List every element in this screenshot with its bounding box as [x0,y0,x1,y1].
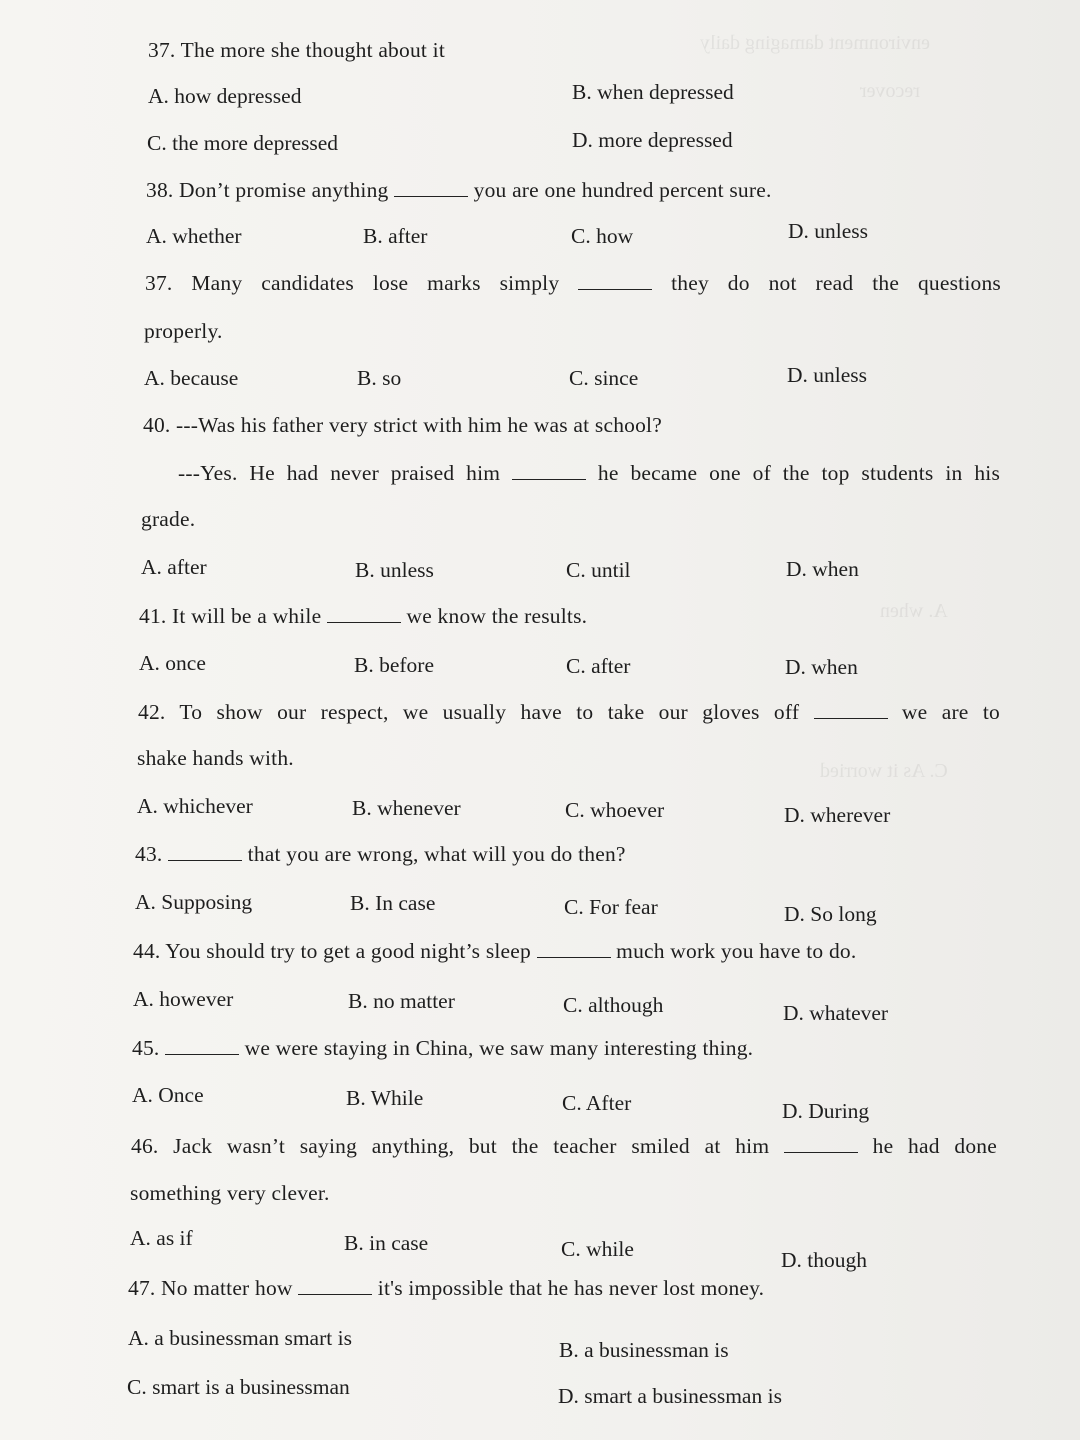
question-stem: 37. The more she thought about it [148,38,446,62]
answer-blank [784,1134,858,1153]
option-b: B. unless [355,558,434,582]
bleed-through: environment damaging daily [700,32,930,54]
question-stem [138,700,1000,725]
answer-blank [394,178,468,197]
question-stem-cont: something very clever. [130,1181,330,1205]
option-b: B. when depressed [572,80,734,104]
stem-part: he had done [872,1134,997,1158]
stem-part: we know the results. [406,604,588,628]
stem-part: 42. To show our respect, we usually have to take our gloves off [138,700,800,724]
question-stem [131,1134,997,1159]
option-c: C. since [569,366,639,390]
option-c: C. while [561,1237,634,1261]
option-a: A. as if [130,1226,193,1250]
stem-part: they do not read the questions [671,271,1001,295]
option-c: C. until [566,558,631,582]
option-b: B. after [363,224,428,248]
answer-blank [512,461,586,480]
option-c: C. smart is a businessman [127,1375,350,1399]
answer-blank [168,842,242,861]
answer-blank [327,604,401,623]
option-a: A. because [144,366,239,390]
option-b: B. so [357,366,402,390]
option-d: D. wherever [784,803,891,827]
option-d: D. During [782,1099,870,1123]
stem-part: we were staying in China, we saw many interesting thing. [244,1036,754,1060]
question-stem [145,271,1001,296]
option-c: C. the more depressed [147,131,339,155]
question-stem [133,939,856,964]
option-d: D. unless [788,219,869,243]
option-a: A. how depressed [148,84,302,108]
stem-part: it's impossible that he has never lost money. [377,1276,765,1300]
option-c: C. although [563,993,664,1017]
option-b: B. whenever [352,796,461,820]
option-a: A. once [139,651,206,675]
bleed-through: A. when [880,600,948,622]
question-stem [132,1036,753,1061]
question-stem-cont [178,461,1000,486]
option-d: D. though [781,1248,867,1272]
option-c: C. whoever [565,798,665,822]
question-stem [139,604,587,629]
option-a: A. however [133,987,234,1011]
option-d: D. when [785,655,858,679]
stem-part: 44. You should try to get a good night’s sleep [133,939,531,963]
bleed-through: recover [860,80,920,102]
answer-blank [298,1276,372,1295]
option-a: A. after [141,555,207,579]
stem-part: 37. Many candidates lose marks simply [145,271,560,295]
stem-part: 43. [135,842,163,866]
option-d: D. more depressed [572,128,733,152]
stem-part: 45. [132,1036,160,1060]
stem-part: much work you have to do. [616,939,857,963]
stem-part: he became one of the top students in his [597,461,1001,485]
stem-part: ---Yes. He had never praised him [178,461,501,485]
option-b: B. In case [350,891,436,915]
option-b: B. a businessman is [559,1338,729,1362]
stem-part: you are one hundred percent sure. [473,178,772,202]
question-stem-cont: shake hands with. [137,746,294,770]
question-stem: 40. ---Was his father very strict with him he was at school? [143,413,662,437]
stem-part: 38. Don’t promise anything [146,178,389,202]
question-stem [146,178,772,203]
answer-blank [537,939,611,958]
answer-blank [165,1036,239,1055]
stem-part: that you are wrong, what will you do then? [247,842,626,866]
option-d: D. smart a businessman is [558,1384,782,1408]
stem-part: 41. It will be a while [139,604,322,628]
stem-part: we are to [901,700,1001,724]
option-a: A. Once [132,1083,204,1107]
option-c: C. For fear [564,895,658,919]
stem-part: 46. Jack wasn’t saying anything, but the teacher smiled at him [131,1134,770,1158]
option-b: B. While [346,1086,424,1110]
option-b: B. no matter [348,989,455,1013]
option-c: C. after [566,654,631,678]
stem-part: 47. No matter how [128,1276,293,1300]
option-d: D. when [786,557,859,581]
option-d: D. So long [784,902,877,926]
option-b: B. before [354,653,434,677]
question-stem-cont: properly. [144,319,223,343]
option-a: A. whether [146,224,242,248]
option-d: D. whatever [783,1001,889,1025]
option-c: C. how [571,224,634,248]
question-stem [128,1276,764,1301]
option-b: B. in case [344,1231,429,1255]
option-c: C. After [562,1091,632,1115]
question-stem-cont: grade. [141,507,196,531]
option-a: A. Supposing [135,890,253,914]
option-d: D. unless [787,363,868,387]
option-a: A. whichever [137,794,253,818]
answer-blank [578,271,652,290]
bleed-through: C. As it worried [820,760,948,782]
option-a: A. a businessman smart is [128,1326,352,1350]
question-stem [135,842,626,867]
answer-blank [814,700,888,719]
